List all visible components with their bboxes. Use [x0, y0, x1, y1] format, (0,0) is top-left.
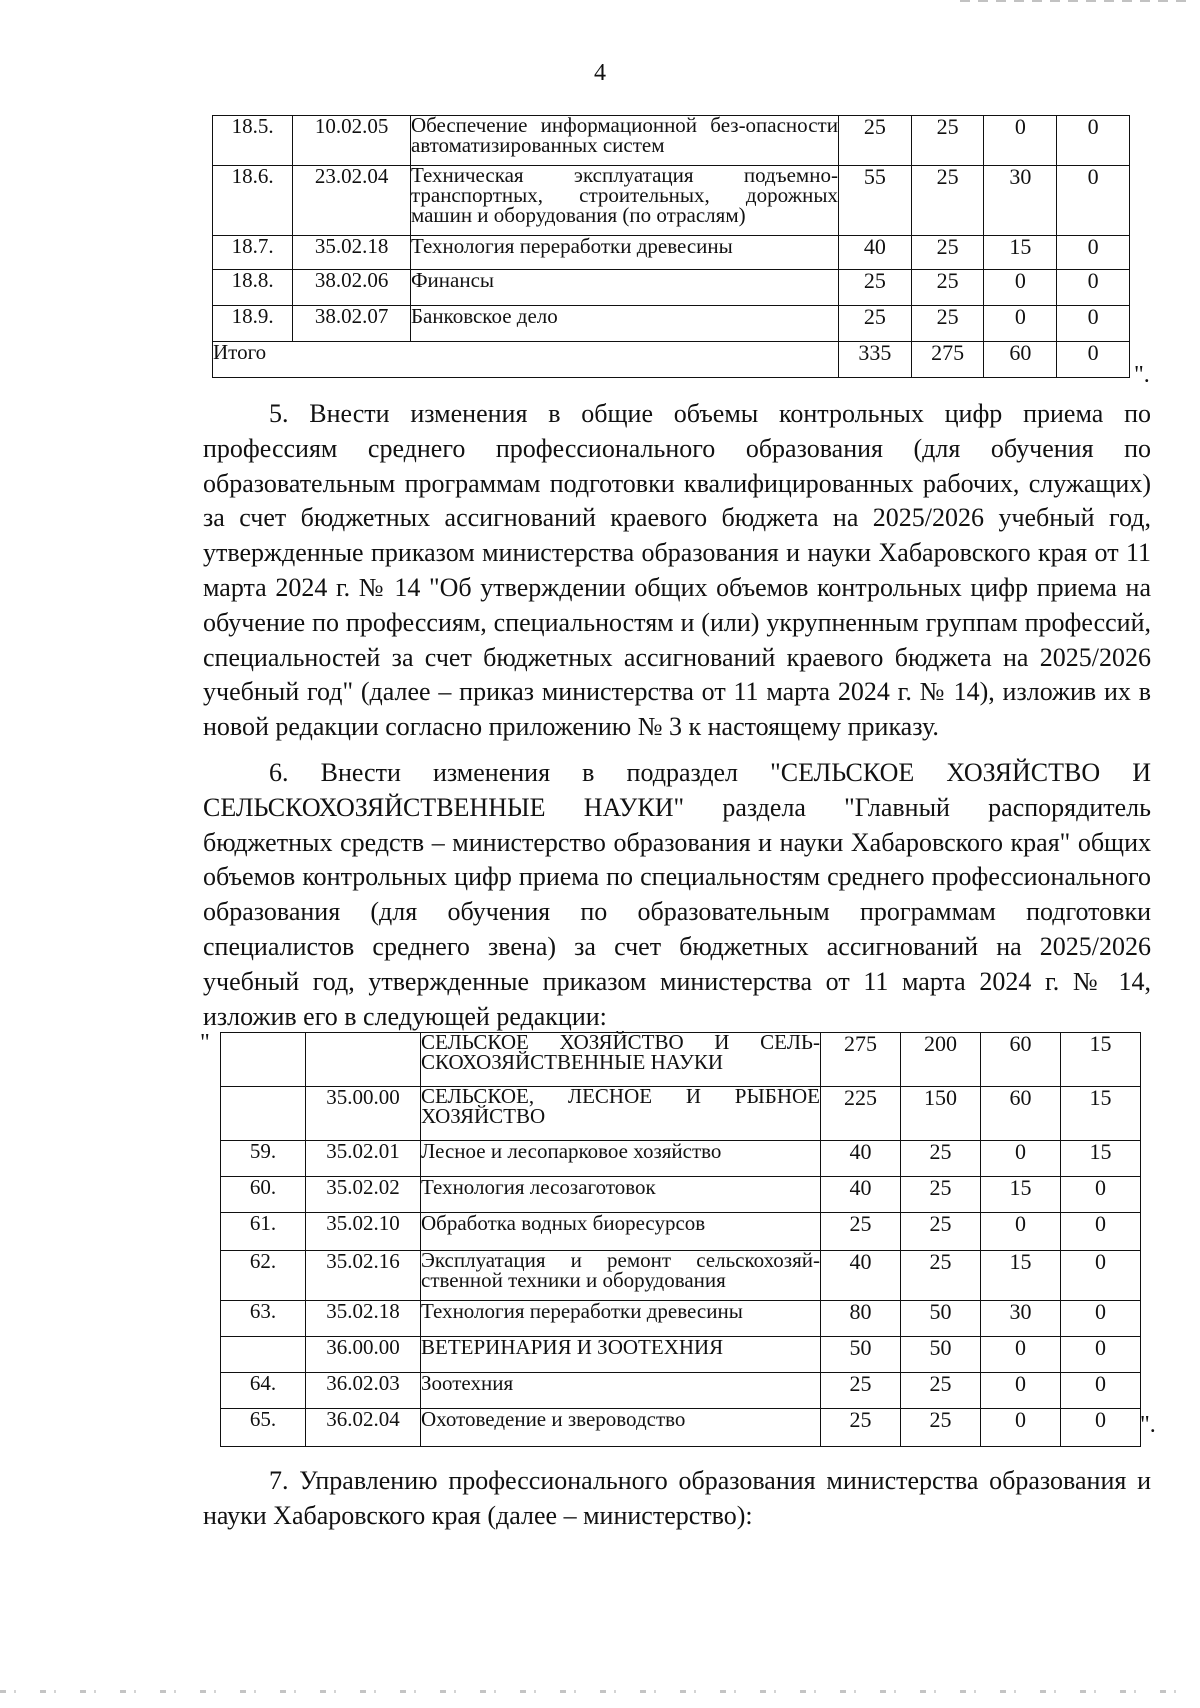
specialty-code: 35.02.18	[306, 1301, 421, 1337]
table-row	[221, 1373, 1141, 1409]
row-number: 18.9.	[213, 306, 293, 342]
table-row	[213, 166, 1130, 236]
table-row	[213, 270, 1130, 306]
table-row	[213, 116, 1130, 166]
table-row	[213, 306, 1130, 342]
value-col-4: 0	[1057, 306, 1130, 342]
value-col-2: 25	[901, 1373, 981, 1409]
row-number: 60.	[221, 1177, 306, 1213]
specialty-name: Лесное и лесопарковое хозяйство	[421, 1141, 821, 1177]
value-col-3: 15	[981, 1177, 1061, 1213]
value-col-4: 0	[1061, 1251, 1141, 1301]
specialty-name: Обеспечение информационной без-опасности автоматизированных систем	[410, 116, 838, 166]
total-value: 335	[838, 342, 911, 378]
specialty-code: 35.02.16	[306, 1251, 421, 1301]
value-col-2: 25	[911, 116, 984, 166]
table-row	[221, 1087, 1141, 1141]
value-col-3: 0	[981, 1373, 1061, 1409]
value-col-4: 0	[1057, 166, 1130, 236]
specialty-code: 38.02.06	[293, 270, 411, 306]
value-col-4: 0	[1061, 1409, 1141, 1447]
row-number: 18.6.	[213, 166, 293, 236]
specialty-name: Техническая эксплуатация подъемно-транспортных, строительных, дорожных машин и оборудования (по отраслям)	[410, 166, 838, 236]
specialty-code: 36.02.03	[306, 1373, 421, 1409]
row-number: 62.	[221, 1251, 306, 1301]
value-col-3: 0	[981, 1337, 1061, 1373]
total-value: 55	[838, 166, 911, 236]
value-col-2: 25	[911, 270, 984, 306]
value-col-2: 25	[901, 1177, 981, 1213]
table-row	[221, 1213, 1141, 1251]
total-value: 40	[821, 1177, 901, 1213]
value-col-2: 25	[901, 1251, 981, 1301]
row-number: 18.7.	[213, 236, 293, 270]
page-number: 4	[594, 60, 606, 86]
value-col-2: 50	[901, 1337, 981, 1373]
specialty-code: 35.02.10	[306, 1213, 421, 1251]
specialty-name: Финансы	[410, 270, 838, 306]
value-col-3: 60	[981, 1033, 1061, 1087]
value-col-3: 0	[981, 1141, 1061, 1177]
value-col-4: 0	[1057, 236, 1130, 270]
specialty-name: Зоотехния	[421, 1373, 821, 1409]
value-col-4: 15	[1061, 1033, 1141, 1087]
total-value: 40	[838, 236, 911, 270]
row-number: 63.	[221, 1301, 306, 1337]
value-col-3: 0	[984, 306, 1057, 342]
value-col-2: 25	[911, 236, 984, 270]
specialty-name: Обработка водных биоресурсов	[421, 1213, 821, 1251]
total-label: Итого	[213, 342, 839, 378]
value-col-3: 0	[984, 116, 1057, 166]
value-col-4: 0	[1061, 1373, 1141, 1409]
value-col-2: 25	[911, 306, 984, 342]
opening-quote-mark: "	[200, 1030, 210, 1056]
value-col-3: 0	[981, 1213, 1061, 1251]
admission-table-continued	[212, 115, 1130, 378]
value-col-3: 0	[984, 270, 1057, 306]
total-value: 25	[821, 1213, 901, 1251]
table-row	[221, 1177, 1141, 1213]
value-col-4: 0	[1057, 342, 1130, 378]
value-col-4: 15	[1061, 1141, 1141, 1177]
specialty-code: 35.02.18	[293, 236, 411, 270]
value-col-4: 0	[1057, 116, 1130, 166]
total-value: 25	[821, 1373, 901, 1409]
row-number	[221, 1033, 306, 1087]
total-value: 40	[821, 1251, 901, 1301]
value-col-3: 0	[981, 1409, 1061, 1447]
table-total-row	[213, 342, 1130, 378]
value-col-3: 60	[981, 1087, 1061, 1141]
scan-footer-artifact	[0, 1690, 1200, 1693]
value-col-3: 30	[981, 1301, 1061, 1337]
paragraph-5-text: 5. Внести изменения в общие объемы контрольных цифр приема по профессиям среднего профессионального образования (для обучения по образовательным программам подготовки квалифицированных рабочих, служащих) за счет бюджетных ассигнований краевого бюджета на 2025/2026 учебный год, утвержденные приказом министерства образования и науки Хабаровского края от 11 марта 2024 г. № 14 "Об утверждении общих объемов контрольных цифр приема на обучение по профессиям, специальностям и (или) укрупненным группам профессий, специальностей за счет бюджетных ассигнований краевого бюджета на 2025/2026 учебный год" (далее – приказ министерства от 11 марта 2024 г. № 14), изложив их в новой редакции согласно приложению № 3 к настоящему приказу.	[203, 399, 1151, 742]
paragraph-7	[203, 1464, 1151, 1534]
specialty-code	[306, 1033, 421, 1087]
total-value: 25	[838, 306, 911, 342]
value-col-4: 15	[1061, 1087, 1141, 1141]
specialty-name: ВЕТЕРИНАРИЯ И ЗООТЕХНИЯ	[421, 1337, 821, 1373]
specialty-code: 36.02.04	[306, 1409, 421, 1447]
row-number: 18.8.	[213, 270, 293, 306]
value-col-3: 15	[984, 236, 1057, 270]
agriculture-admission-table	[220, 1032, 1141, 1447]
table-row	[221, 1033, 1141, 1087]
specialty-code: 23.02.04	[293, 166, 411, 236]
total-value: 40	[821, 1141, 901, 1177]
paragraph-5	[203, 397, 1151, 745]
value-col-2: 150	[901, 1087, 981, 1141]
row-number: 61.	[221, 1213, 306, 1251]
row-number: 59.	[221, 1141, 306, 1177]
value-col-3: 60	[984, 342, 1057, 378]
closing-quote-mark: ".	[1140, 1412, 1156, 1438]
paragraph-6	[203, 756, 1151, 1034]
specialty-code: 38.02.07	[293, 306, 411, 342]
row-number	[221, 1087, 306, 1141]
value-col-4: 0	[1061, 1301, 1141, 1337]
total-value: 25	[821, 1409, 901, 1447]
table-row	[221, 1141, 1141, 1177]
scan-edge-mark	[960, 0, 1190, 2]
value-col-2: 50	[901, 1301, 981, 1337]
paragraph-7-text: 7. Управлению профессионального образования министерства образования и науки Хабаровского края (далее – министерство):	[203, 1466, 1151, 1530]
value-col-2: 25	[911, 166, 984, 236]
closing-quote-mark: ".	[1134, 362, 1150, 388]
paragraph-6-text: 6. Внести изменения в подраздел "СЕЛЬСКОЕ ХОЗЯЙСТВО И СЕЛЬСКОХОЗЯЙСТВЕННЫЕ НАУКИ" раздела "Главный распорядитель бюджетных средств – министерство образования и науки Хабаровского края" общих объемов контрольных цифр приема по специальностям среднего профессионального образования (для обучения по образовательным программам подготовки специалистов среднего звена) за счет бюджетных ассигнований на 2025/2026 учебный год, утвержденные приказом министерства от 11 марта 2024 г. № 14, изложив его в следующей редакции:	[203, 758, 1151, 1031]
table-row	[213, 236, 1130, 270]
total-value: 50	[821, 1337, 901, 1373]
specialty-name: Технология переработки древесины	[410, 236, 838, 270]
value-col-3: 15	[981, 1251, 1061, 1301]
specialty-name: Эксплуатация и ремонт сельскохозяй-ственной техники и оборудования	[421, 1251, 821, 1301]
table-row	[221, 1409, 1141, 1447]
value-col-2: 25	[901, 1213, 981, 1251]
value-col-2: 25	[901, 1141, 981, 1177]
value-col-3: 30	[984, 166, 1057, 236]
specialty-name: Охотоведение и звероводство	[421, 1409, 821, 1447]
total-value: 225	[821, 1087, 901, 1141]
specialty-code: 35.02.02	[306, 1177, 421, 1213]
total-value: 275	[821, 1033, 901, 1087]
total-value: 25	[838, 116, 911, 166]
row-number: 18.5.	[213, 116, 293, 166]
specialty-code: 35.00.00	[306, 1087, 421, 1141]
specialty-name: Технология лесозаготовок	[421, 1177, 821, 1213]
value-col-4: 0	[1061, 1177, 1141, 1213]
table-row	[221, 1337, 1141, 1373]
value-col-4: 0	[1057, 270, 1130, 306]
specialty-name: Технология переработки древесины	[421, 1301, 821, 1337]
value-col-2: 25	[901, 1409, 981, 1447]
value-col-4: 0	[1061, 1337, 1141, 1373]
specialty-code: 10.02.05	[293, 116, 411, 166]
specialty-code: 35.02.01	[306, 1141, 421, 1177]
table-row	[221, 1251, 1141, 1301]
value-col-2: 200	[901, 1033, 981, 1087]
specialty-name: СЕЛЬСКОЕ ХОЗЯЙСТВО И СЕЛЬ-СКОХОЗЯЙСТВЕННЫЕ НАУКИ	[421, 1033, 821, 1087]
specialty-name: Банковское дело	[410, 306, 838, 342]
row-number	[221, 1337, 306, 1373]
specialty-code: 36.00.00	[306, 1337, 421, 1373]
row-number: 65.	[221, 1409, 306, 1447]
total-value: 80	[821, 1301, 901, 1337]
row-number: 64.	[221, 1373, 306, 1409]
table-row	[221, 1301, 1141, 1337]
specialty-name: СЕЛЬСКОЕ, ЛЕСНОЕ И РЫБНОЕ ХОЗЯЙСТВО	[421, 1087, 821, 1141]
total-value: 25	[838, 270, 911, 306]
value-col-2: 275	[911, 342, 984, 378]
value-col-4: 0	[1061, 1213, 1141, 1251]
